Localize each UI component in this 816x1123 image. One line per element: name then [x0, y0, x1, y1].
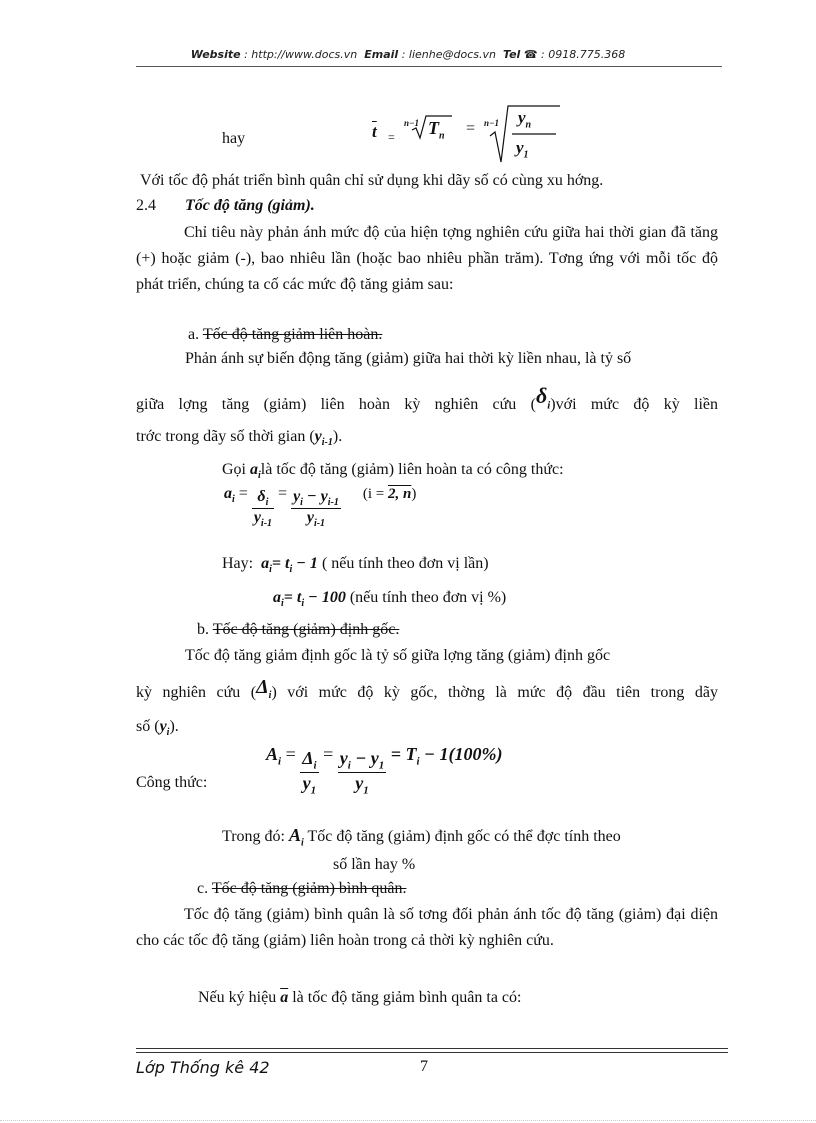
fb-den2-sub: 1 [363, 784, 369, 797]
fb-den2: y [355, 772, 364, 793]
formula-hay-label: hay [222, 130, 246, 147]
root-index: n−1 [404, 118, 419, 128]
para-b3-pre: số ( [136, 718, 160, 735]
fa-frac1 [252, 488, 274, 529]
trong-do-sym: A [288, 825, 301, 845]
fb-num2-minus: − y [350, 748, 379, 768]
y-im1-symbol: y [314, 428, 322, 445]
y-1-symbol: y [516, 138, 524, 157]
trong-do-sym-sub: i [301, 837, 304, 849]
fa-range-val: 2, n [387, 486, 412, 503]
y-n-symbol: y [518, 108, 526, 127]
fa-den1: y [253, 509, 261, 527]
fb-lhs: A [266, 744, 279, 765]
fa-lhs: a [224, 485, 232, 503]
para-a2-post: )với mức độ kỳ liền [550, 396, 719, 413]
goi-pre: Gọi [222, 461, 246, 478]
sub-b-label: b. [197, 621, 209, 638]
fb-den1: y [302, 772, 311, 793]
fb-den1-sub: 1 [310, 784, 317, 797]
equals-sign: = [388, 130, 395, 144]
y-n-sub: n [525, 119, 532, 131]
fb-eq2: = [323, 744, 334, 765]
fb-num1-sub: i [313, 759, 317, 772]
fa-den1-sub: i-1 [260, 518, 273, 530]
Delta-i-symbol: Δ [256, 676, 269, 698]
last-post: là tốc độ tăng giảm bình quân ta có: [292, 989, 522, 1006]
hay-line-1 [222, 554, 489, 580]
fa-num2-minus: − y [302, 488, 328, 505]
fa-range-pre: (i = [362, 486, 385, 503]
para-a3-pre: trớc trong dãy số thời gian ( [136, 428, 315, 445]
email-value: : lienhe@docs.vn [401, 48, 496, 61]
email-label: Email [364, 48, 399, 61]
hay-expr1: a [261, 555, 270, 572]
para-a1: Phản ánh sự biến động tăng (giảm) giữa hai thời kỳ liền nhau, là tỷ số [185, 350, 632, 367]
equals-sign-2: = [466, 120, 476, 137]
formula-b [266, 744, 503, 797]
delta-i-symbol: δ [535, 383, 548, 408]
a-bar-symbol: $\overline{a}$ [280, 989, 289, 1006]
page-header [0, 48, 816, 61]
fa-num2-sub: i [300, 497, 303, 509]
para-b2-post: ) với mức độ kỳ gốc, thờng là mức độ đầu tiên trong dãy [271, 684, 718, 701]
footer-rule-2 [136, 1052, 728, 1053]
a-i-sub: i [258, 470, 261, 482]
fa-eq2: = [278, 485, 288, 503]
fa-lhs-sub: i [232, 494, 235, 506]
sub-b-title: Tốc độ tăng (giảm) định gốc. [212, 621, 400, 638]
fa-range-post: ) [411, 486, 417, 503]
fa-num2-sub2: i-1 [327, 497, 339, 509]
hay-expr2-rhs-sub: i [301, 598, 305, 610]
para-intro: Chỉ tiêu này phản ánh mức độ của hiện tợng nghiên cứu giữa hai thời gian đã tăng (+) hoặc giảm (-), bao nhiêu lần (hoặc bao nhiêu phần trăm). Tơng ứng với mỗi tốc độ phát triển, chúng ta cố các mức độ tăng giảm sau: [136, 224, 718, 293]
sub-a-label: a. [188, 326, 200, 343]
para-b2-pre: kỳ nghiên cứu ( [136, 684, 257, 701]
fb-num2-sub: i [347, 759, 351, 772]
hay-expr1-sub: i [269, 564, 272, 576]
fb-num2: y [339, 748, 348, 768]
para-c: Tốc độ tăng (giảm) bình quân là số tơng đối phản ánh tốc độ tăng (giảm) đại diện cho các tốc độ tăng (giảm) liên hoàn trong cả thời kỳ nghiên cứu. [136, 906, 718, 949]
fa-den2: y [306, 509, 314, 527]
para-b3-post: ). [169, 718, 179, 735]
t-bar: $\overline{t}$ [372, 122, 377, 141]
para-a3-post: ). [332, 428, 343, 445]
hay-expr1-rhs: = t [271, 555, 290, 572]
section-title: Tốc độ tăng (giảm). [185, 197, 315, 214]
fb-frac2 [338, 748, 386, 796]
fb-num2-sub2: 1 [378, 759, 385, 772]
hay-expr2-rhs: = t [283, 589, 302, 606]
delta-i-sub: i [547, 399, 551, 412]
formula-mean-rate [370, 104, 570, 164]
footer-rule [136, 1048, 728, 1049]
y-im1-sub: i-1 [321, 437, 333, 449]
sub-c-title: Tốc độ tăng (giảm) bình quân. [211, 880, 407, 897]
phone-icon: ☎ [523, 48, 538, 61]
fb-eq: = [285, 744, 296, 765]
fa-eq: = [238, 485, 248, 503]
goi-line [222, 460, 564, 486]
hay-label: Hay: [222, 555, 254, 572]
goi-post: là tốc độ tăng (giảm) liên hoàn ta có công thức: [260, 461, 564, 478]
para-b2 [136, 676, 718, 710]
sub-c-label: c. [197, 880, 209, 897]
hay-note1: ( nếu tính theo đơn vị lần) [321, 555, 489, 572]
T-sub: n [439, 130, 445, 142]
fa-num1: δ [257, 488, 266, 505]
fb-eq3: = T [390, 744, 417, 765]
header-rule [136, 66, 722, 67]
formula-a [224, 485, 417, 530]
trong-do-text2: số lần hay % [333, 856, 416, 873]
hay-note2: (nếu tính theo đơn vị %) [349, 589, 507, 606]
fb-num1: Δ [302, 748, 314, 768]
footer-class-name: Lớp Thống kê 42 [136, 1058, 270, 1077]
fb-eq3-sub: i [416, 755, 420, 768]
tel-label: Tel [502, 48, 521, 61]
tel-value: : 0918.775.368 [541, 48, 626, 61]
a-i-symbol: a [250, 461, 258, 478]
trong-do-pre: Trong đó: [222, 828, 285, 845]
para-b1: Tốc độ tăng giảm định gốc là tỷ số giữa lợng tăng (giảm) định gốc [185, 647, 611, 664]
trong-do-line [222, 825, 621, 854]
fa-num1-sub: i [265, 497, 269, 509]
website-label: Website [190, 48, 241, 61]
para-note: Với tốc độ phát triển bình quân chỉ sử dụng khi dãy số có cùng xu hớng. [140, 172, 604, 189]
root-index-2: n−1 [484, 118, 499, 128]
last-pre: Nếu ký hiệu [198, 989, 277, 1006]
y-i-symbol: y [159, 718, 167, 735]
T-symbol: T [428, 118, 439, 138]
fb-frac1 [300, 748, 318, 796]
hay-expr2-sub: i [281, 598, 284, 610]
y-1-sub: 1 [523, 149, 529, 161]
hay-expr1-rhs-sub: i [289, 564, 293, 576]
hay-line-2 [273, 588, 506, 614]
formula-b-label: Công thức: [136, 774, 208, 791]
para-a2-pre: giữa lợng tăng (giảm) liên hoàn kỳ nghiên cứu ( [136, 396, 536, 413]
hay-expr2-tail: − 100 [304, 589, 346, 606]
hay-expr2: a [273, 589, 281, 606]
fa-frac2 [291, 488, 341, 529]
fa-num2: y [293, 488, 301, 505]
y-i-sub: i [166, 727, 170, 739]
trong-do-text1: Tốc độ tăng (giảm) định gốc có thể đợc tính theo [307, 828, 621, 845]
page-number: 7 [420, 1058, 428, 1075]
Delta-i-sub: i [268, 690, 272, 701]
last-line [198, 988, 521, 1008]
fa-den2-sub: i-1 [313, 518, 326, 530]
para-a3 [136, 427, 342, 453]
website-value: : http://www.docs.vn [244, 48, 358, 61]
page-edge-dots [0, 1120, 816, 1121]
fb-lhs-sub: i [278, 755, 282, 768]
section-number: 2.4 [136, 197, 156, 214]
para-b3 [136, 717, 179, 743]
fb-tail: − 1(100%) [419, 744, 503, 765]
sub-a-title: Tốc độ tăng giảm liên hoàn. [202, 326, 383, 343]
para-a2 [136, 383, 719, 421]
hay-expr1-tail: − 1 [292, 555, 318, 572]
